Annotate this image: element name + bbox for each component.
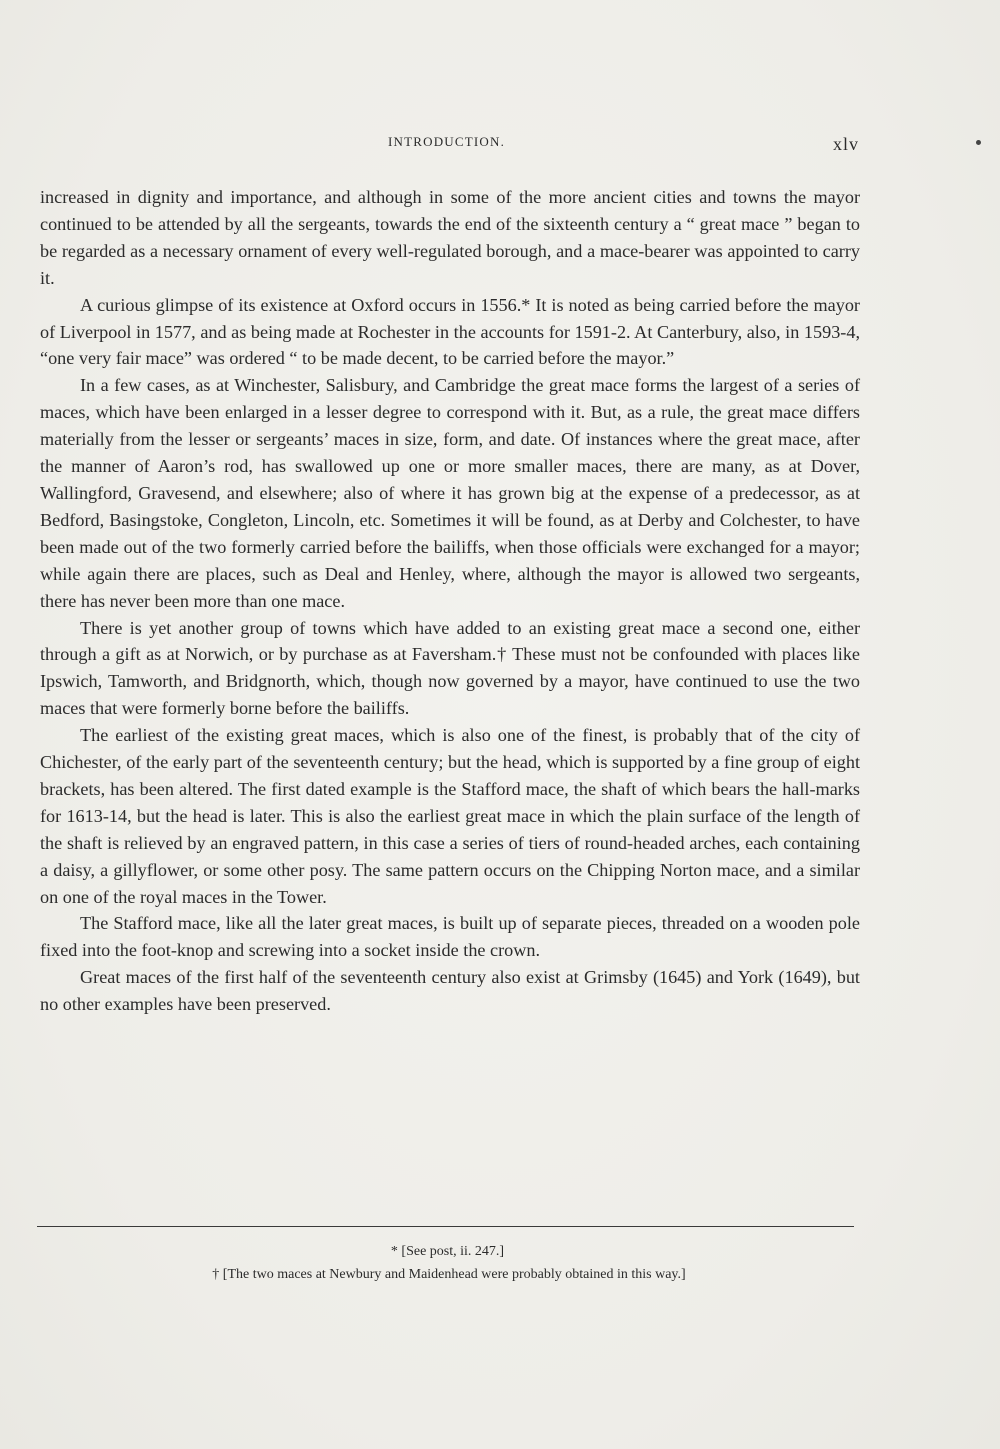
paragraph-3: In a few cases, as at Winchester, Salisbury, and Cambridge the great mace forms the largest of a series of maces, which have been enlarged in a lesser degree to correspond with it. But, as a rule, the great mace differs materially from the lesser or sergeants’ maces in size, form, and date. Of instances where the great mace, after the manner of Aaron’s rod, has swallowed up one or more smaller maces, there are many, as at Dover, Wallingford, Gravesend, and elsewhere; also of where it has grown big at the expense of a predecessor, as at Bedford, Basingstoke, Congleton, Lincoln, etc. Sometimes it will be found, as at Derby and Colchester, to have been made out of the two formerly carried before the bailiffs, when those officials were exchanged for a mayor; while again there are places, such as Deal and Henley, where, although the mayor is allowed two sergeants, there has never been more than one mace. [40, 375, 860, 611]
paragraph-7: Great maces of the first half of the seventeenth century also exist at Grimsby (1645) and York (1649), but no other examples have been preserved. [40, 967, 860, 1015]
paragraph-6: The Stafford mace, like all the later great maces, is built up of separate pieces, threaded on a wooden pole fixed into the foot-knop and screwing into a socket inside the crown. [40, 913, 860, 961]
body-text [40, 184, 860, 1018]
footnote-1: * [See post, ii. 247.] [390, 1244, 505, 1259]
running-head-title: INTRODUCTION. [388, 134, 506, 149]
paragraph-1: increased in dignity and importance, and although in some of the more ancient cities and towns the mayor continued to be attended by all the sergeants, towards the end of the sixteenth century a “ great mace ” began to be regarded as a necessary ornament of every well-regulated borough, and a mace-bearer was appointed to carry it. [40, 187, 860, 288]
page-number: xlv [833, 134, 860, 154]
footnotes [40, 1240, 860, 1286]
running-head [0, 134, 1000, 156]
paragraph-2: A curious glimpse of its existence at Oxford occurs in 1556.* It is noted as being carried before the mayor of Liverpool in 1577, and as being made at Rochester in the accounts for 1591-2. At Canterbury, also, in 1593-4, “one very fair mace” was ordered “ to be made decent, to be carried before the mayor.” [40, 294, 860, 369]
paragraph-4: There is yet another group of towns which have added to an existing great mace a second one, either through a gift as at Norwich, or by purchase as at Faversham.† These must not be confounded with places like Ipswich, Tamworth, and Bridgnorth, which, though now governed by a mayor, have continued to use the two maces that were formerly borne before the bailiffs. [40, 617, 860, 719]
margin-mark [976, 140, 981, 145]
footnote-rule [37, 1226, 854, 1227]
footnote-2: † [The two maces at Newbury and Maidenhead were probably obtained in this way.] [212, 1267, 686, 1282]
paragraph-5: The earliest of the existing great maces, which is also one of the finest, is probably that of the city of Chichester, of the early part of the seventeenth century; but the head, which is supported by a fine group of eight brackets, has been altered. The first dated example is the Stafford mace, the shaft of which bears the hall-marks for 1613-14, but the head is later. This is also the earliest great mace in which the plain surface of the length of the shaft is relieved by an engraved pattern, in this case a series of tiers of round-headed arches, each containing a daisy, a gillyflower, or some other posy. The same pattern occurs on the Chipping Norton mace, and a similar on one of the royal maces in the Tower. [40, 725, 860, 907]
